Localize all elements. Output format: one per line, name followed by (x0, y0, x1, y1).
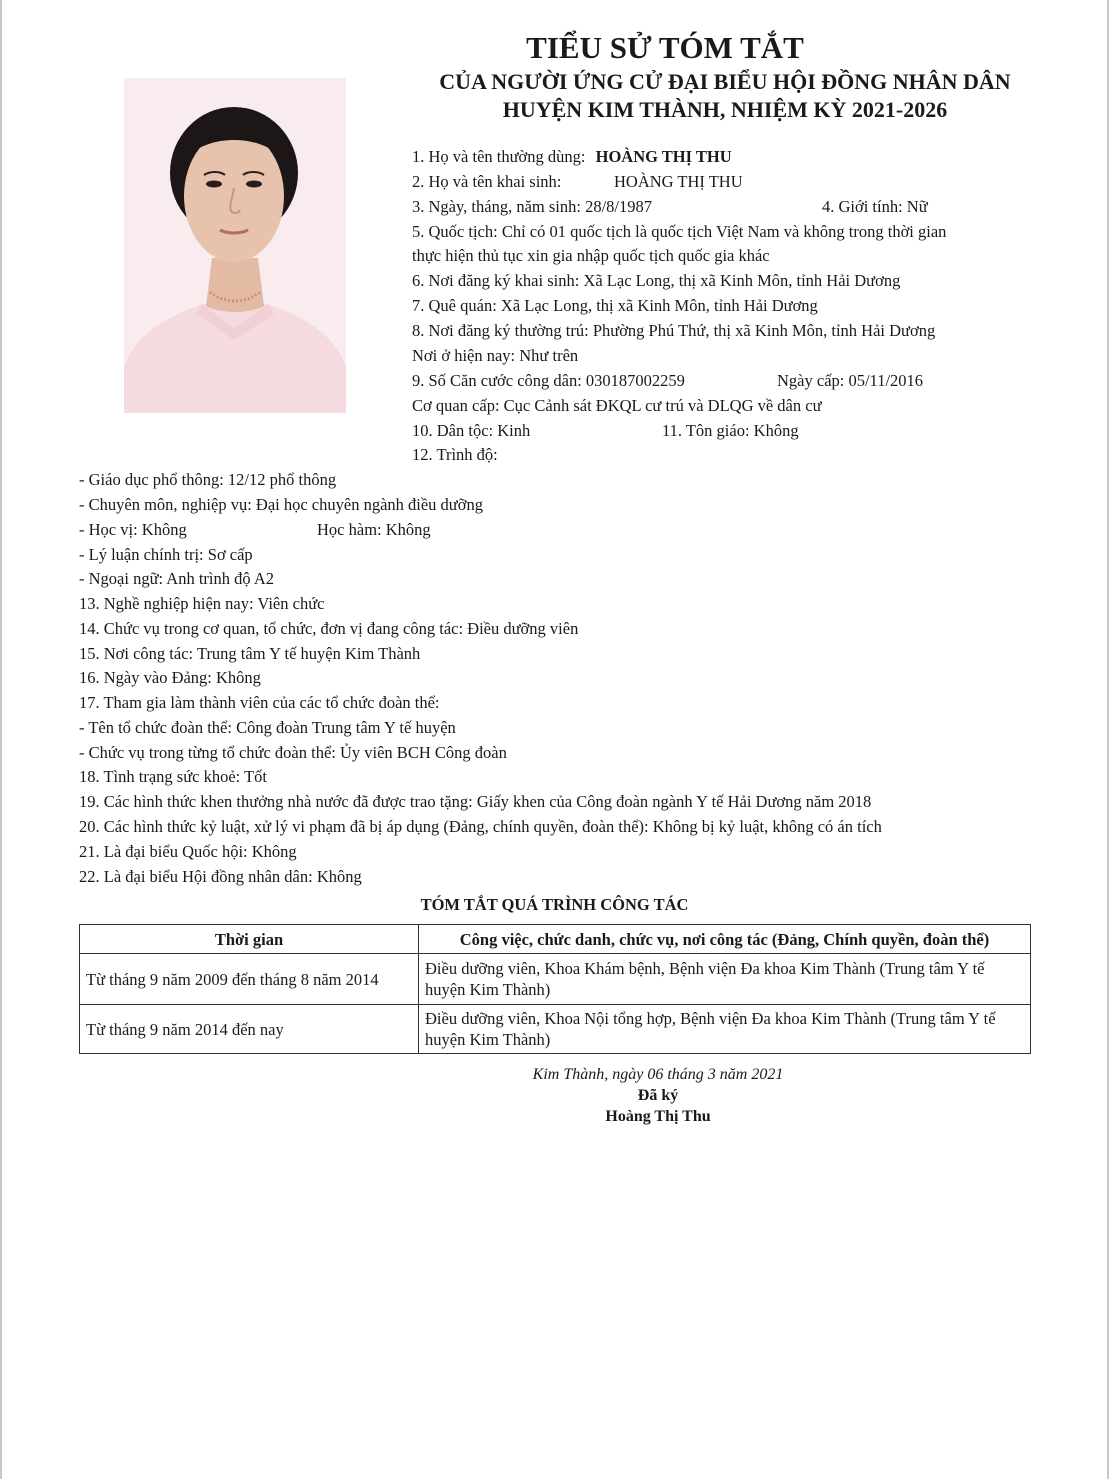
document-subtitle-1: CỦA NGƯỜI ỨNG CỬ ĐẠI BIỂU HỘI ĐỒNG NHÂN DÂN (439, 69, 1011, 94)
birth-name-label: 2. Họ và tên khai sinh: (412, 172, 562, 191)
field-degree: - Học vị: Không (79, 520, 187, 539)
birth-name-value: HOÀNG THỊ THU (614, 172, 743, 191)
field-position: 14. Chức vụ trong cơ quan, tổ chức, đơn vị đang công tác: Điều dưỡng viên (79, 619, 579, 638)
field-organizations: 17. Tham gia làm thành viên của các tổ chức đoàn thể: (79, 693, 440, 712)
field-party-join-date: 16. Ngày vào Đảng: Không (79, 668, 261, 687)
page-edge-left (0, 0, 2, 1479)
table-cell-time: Từ tháng 9 năm 2009 đến tháng 8 năm 2014 (80, 954, 419, 1005)
document-title: TIỂU SỬ TÓM TẮT (526, 30, 804, 65)
work-history-title: TÓM TẮT QUÁ TRÌNH CÔNG TÁC (420, 895, 689, 914)
field-birth-registration: 6. Nơi đăng ký khai sinh: Xã Lạc Long, thị xã Kinh Môn, tỉnh Hải Dương (412, 271, 901, 290)
field-gender: 4. Giới tính: Nữ (822, 197, 928, 216)
table-cell-time: Từ tháng 9 năm 2014 đến nay (80, 1005, 419, 1054)
field-organization-role: - Chức vụ trong từng tổ chức đoàn thể: Ủy viên BCH Công đoàn (79, 743, 507, 762)
field-birth-name (412, 171, 743, 193)
portrait-photo (124, 78, 346, 413)
field-foreign-language: - Ngoại ngữ: Anh trình độ A2 (79, 569, 275, 588)
field-awards: 19. Các hình thức khen thưởng nhà nước đã được trao tặng: Giấy khen của Công đoàn ngành Y tế Hải Dương năm 2018 (79, 792, 872, 811)
signature-status: Đã ký (637, 1087, 679, 1104)
table-row (80, 954, 1031, 1005)
field-specialty: - Chuyên môn, nghiệp vụ: Đại học chuyên ngành điều dưỡng (79, 495, 483, 514)
field-hometown: 7. Quê quán: Xã Lạc Long, thị xã Kinh Môn, tỉnh Hải Dương (412, 296, 818, 315)
signature-place-date: Kim Thành, ngày 06 tháng 3 năm 2021 (532, 1066, 784, 1083)
field-common-name (412, 146, 732, 168)
field-id-issue-date: Ngày cấp: 05/11/2016 (777, 371, 924, 390)
field-health: 18. Tình trạng sức khoẻ: Tốt (79, 767, 267, 786)
field-occupation: 13. Nghề nghiệp hiện nay: Viên chức (79, 594, 325, 613)
field-workplace: 15. Nơi công tác: Trung tâm Y tế huyện Kim Thành (79, 644, 421, 663)
field-peoples-council: 22. Là đại biểu Hội đồng nhân dân: Không (79, 867, 362, 886)
field-id-agency: Cơ quan cấp: Cục Cảnh sát ĐKQL cư trú và DLQG về dân cư (412, 396, 822, 415)
table-row (80, 1005, 1031, 1054)
table-cell-work: Điều dưỡng viên, Khoa Khám bệnh, Bệnh viện Đa khoa Kim Thành (Trung tâm Y tế huyện Kim Thành) (419, 954, 1031, 1005)
field-religion: 11. Tôn giáo: Không (662, 421, 799, 440)
common-name-label: 1. Họ và tên thường dùng: (412, 147, 586, 166)
field-political-theory: - Lý luận chính trị: Sơ cấp (79, 545, 253, 564)
document-subtitle-2: HUYỆN KIM THÀNH, NHIỆM KỲ 2021-2026 (502, 97, 948, 122)
work-history-table (79, 924, 1031, 1054)
field-academic-title: Học hàm: Không (317, 520, 431, 539)
field-national-assembly: 21. Là đại biểu Quốc hội: Không (79, 842, 297, 861)
field-current-residence: Nơi ở hiện nay: Như trên (412, 346, 579, 365)
field-id-number: 9. Số Căn cước công dân: 030187002259 (412, 371, 685, 390)
field-organization-name: - Tên tổ chức đoàn thể: Công đoàn Trung tâm Y tế huyện (79, 718, 456, 737)
field-education: 12. Trình độ: (412, 445, 498, 464)
field-ethnicity: 10. Dân tộc: Kinh (412, 421, 531, 440)
field-nationality: 5. Quốc tịch: Chỉ có 01 quốc tịch là quốc tịch Việt Nam và không trong thời gian (412, 222, 947, 241)
field-birth-date: 3. Ngày, tháng, năm sinh: 28/8/1987 (412, 197, 652, 216)
field-discipline: 20. Các hình thức kỷ luật, xử lý vi phạm đã bị áp dụng (Đảng, chính quyền, đoàn thể): Không bị kỷ luật, không có án tích (79, 817, 882, 836)
table-header-row (80, 925, 1031, 954)
table-cell-work: Điều dưỡng viên, Khoa Nội tổng hợp, Bệnh viện Đa khoa Kim Thành (Trung tâm Y tế huyện Kim Thành) (419, 1005, 1031, 1054)
table-header-work: Công việc, chức danh, chức vụ, nơi công tác (Đảng, Chính quyền, đoàn thể) (419, 925, 1031, 954)
field-permanent-residence: 8. Nơi đăng ký thường trú: Phường Phú Thứ, thị xã Kinh Môn, tỉnh Hải Dương (412, 321, 936, 340)
field-general-education: - Giáo dục phổ thông: 12/12 phổ thông (79, 470, 337, 489)
common-name-value: HOÀNG THỊ THU (595, 147, 732, 166)
table-header-time: Thời gian (80, 925, 419, 954)
portrait-illustration (124, 78, 346, 413)
field-nationality-cont: thực hiện thủ tục xin gia nhập quốc tịch quốc gia khác (412, 246, 770, 265)
signature-name: Hoàng Thị Thu (605, 1108, 711, 1125)
